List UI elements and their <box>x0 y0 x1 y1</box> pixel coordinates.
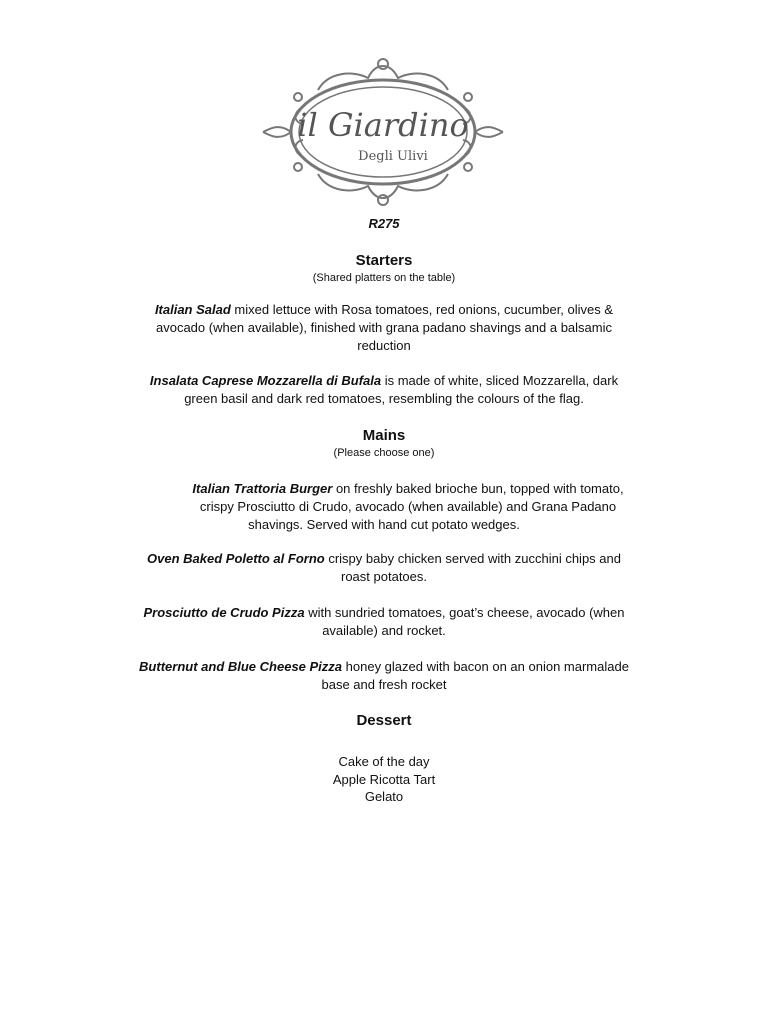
item-name: Oven Baked Poletto al Forno <box>147 551 325 566</box>
menu-item-burger: Italian Trattoria Burger on freshly baked brioche bun, topped with tomato, crispy Prosciutto di Crudo, avocado (when available) and Grana Padano shavings. Served with hand cut potato wedges. <box>192 481 624 532</box>
item-name: Insalata Caprese Mozzarella di Bufala <box>149 373 382 388</box>
dessert-heading: Dessert <box>356 712 412 729</box>
list-item: Cake of the day <box>338 754 430 769</box>
logo-title: il Giardino <box>297 106 469 144</box>
menu-item-caprese: Insalata Caprese Mozzarella di Bufala is made of white, sliced Mozzarella, dark green basil and dark red tomatoes, resembling the colours of the flag. <box>149 373 619 406</box>
menu-item-prosciutto-pizza: Prosciutto de Crudo Pizza with sundried tomatoes, goat’s cheese, avocado (when available) and rocket. <box>143 605 625 638</box>
menu-item-italian-salad: Italian Salad mixed lettuce with Rosa tomatoes, red onions, cucumber, olives & avocado (when available), finished with grana padano shavings and a balsamic reduction <box>154 302 614 353</box>
item-name: Prosciutto de Crudo Pizza <box>143 605 305 620</box>
price: R275 <box>368 216 400 231</box>
starters-heading: Starters <box>355 252 413 269</box>
dessert-list <box>0 753 768 806</box>
mains-heading: Mains <box>362 427 406 444</box>
list-item: Gelato <box>364 789 404 804</box>
logo <box>258 52 508 212</box>
item-name: Italian Trattoria Burger <box>192 481 333 496</box>
menu-item-butternut-pizza: Butternut and Blue Cheese Pizza honey glazed with bacon on an onion marmalade base and fresh rocket <box>139 659 629 692</box>
starters-note: (Shared platters on the table) <box>312 272 456 284</box>
menu-item-poletto: Oven Baked Poletto al Forno crispy baby chicken served with zucchini chips and roast potatoes. <box>147 551 621 584</box>
logo-subtitle: Degli Ulivi <box>358 149 428 164</box>
item-name: Butternut and Blue Cheese Pizza <box>139 659 343 674</box>
list-item: Apple Ricotta Tart <box>332 771 436 787</box>
mains-note: (Please choose one) <box>333 447 435 459</box>
item-name: Italian Salad <box>154 302 231 317</box>
